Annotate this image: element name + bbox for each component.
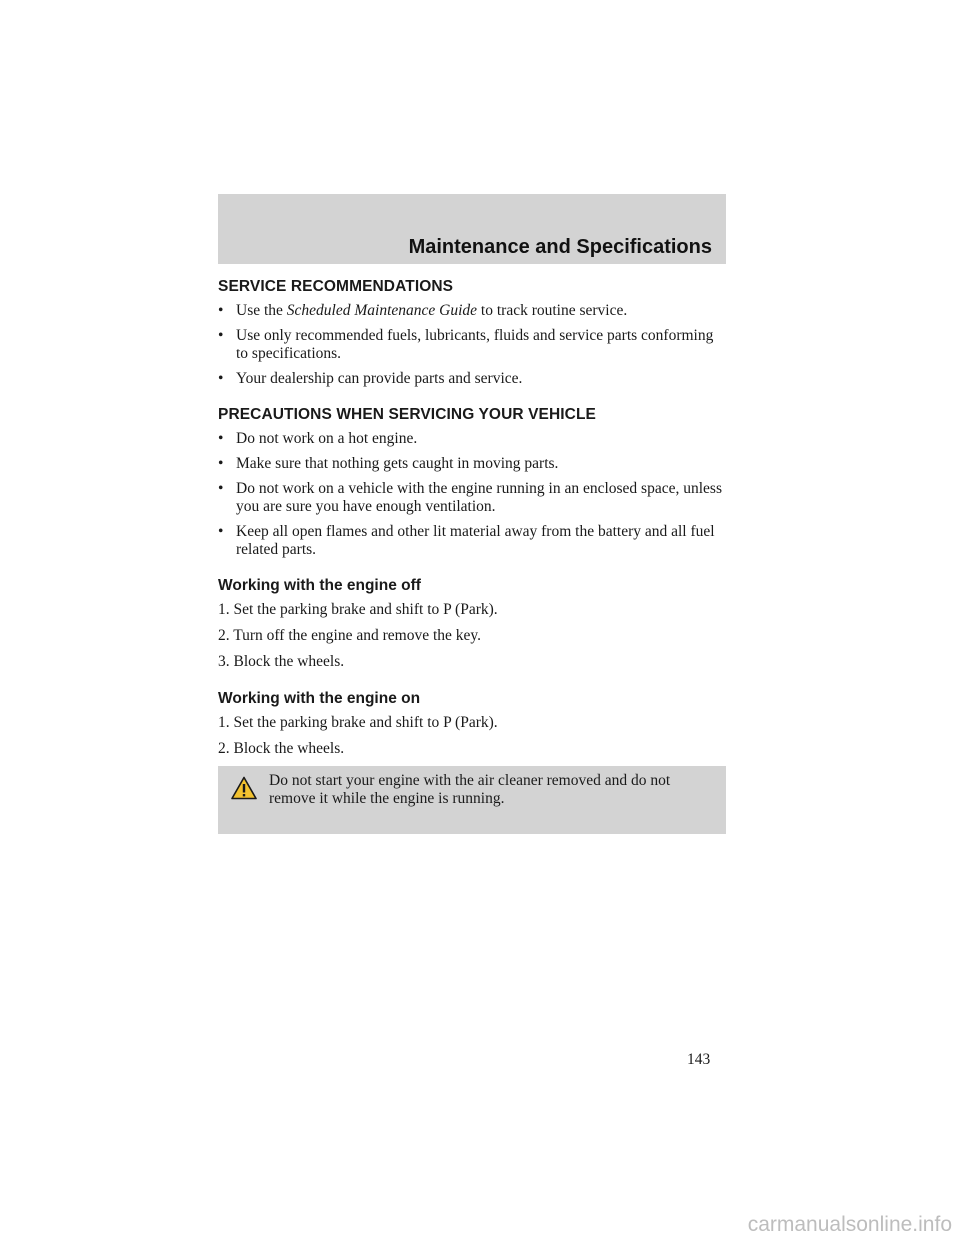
- list-item-text: Do not work on a hot engine.: [236, 430, 418, 447]
- list-item: [218, 523, 726, 559]
- list-item-text: to track routine service.: [477, 302, 628, 319]
- list-item: [218, 327, 726, 363]
- bullet-icon: •: [218, 430, 224, 447]
- list-item-text: Make sure that nothing gets caught in moving parts.: [236, 455, 559, 472]
- list-item: [218, 480, 726, 516]
- list-item: [218, 455, 726, 473]
- list-item: [218, 430, 726, 448]
- list-item: [218, 302, 726, 320]
- heading-precautions: PRECAUTIONS WHEN SERVICING YOUR VEHICLE: [218, 406, 596, 423]
- warning-triangle-icon: [231, 776, 257, 805]
- section-header-band: [218, 194, 726, 264]
- page-number: 143: [687, 1051, 711, 1068]
- warning-text: Do not start your engine with the air cleaner removed and do not remove it while the engine is running.: [269, 772, 671, 807]
- watermark-url: carmanualsonline.info: [747, 1213, 952, 1236]
- step-text: 3. Block the wheels.: [218, 653, 345, 670]
- bullet-icon: •: [218, 455, 224, 472]
- list-item-text: Use the: [236, 302, 287, 319]
- maintenance-guide-title: Scheduled Maintenance Guide: [286, 302, 478, 319]
- list-item: [218, 370, 726, 388]
- bullet-icon: •: [218, 302, 224, 319]
- list-item-text: Use only recommended fuels, lubricants, fluids and service parts conforming to specifications.: [236, 327, 714, 362]
- list-item-text: Your dealership can provide parts and service.: [236, 370, 523, 387]
- step-text: 2. Block the wheels.: [218, 740, 345, 757]
- list-item-text: Do not work on a vehicle with the engine running in an enclosed space, unless you are sure you have enough ventilation.: [236, 480, 722, 515]
- list-item-text: Keep all open flames and other lit material away from the battery and all fuel related parts.: [236, 523, 715, 558]
- section-title: Maintenance and Specifications: [408, 236, 712, 258]
- step-text: 1. Set the parking brake and shift to P (Park).: [218, 714, 498, 731]
- heading-engine-on: Working with the engine on: [218, 690, 421, 707]
- step-text: 1. Set the parking brake and shift to P (Park).: [218, 601, 498, 618]
- bullet-icon: •: [218, 523, 224, 540]
- step-text: 2. Turn off the engine and remove the key.: [218, 627, 482, 644]
- bullet-icon: •: [218, 327, 224, 344]
- heading-engine-off: Working with the engine off: [218, 577, 421, 594]
- warning-box: [218, 766, 726, 834]
- bullet-icon: •: [218, 370, 224, 387]
- page-content: [218, 278, 726, 834]
- service-recommendations-list: [218, 302, 726, 388]
- precautions-list: [218, 430, 726, 559]
- heading-service-recommendations: SERVICE RECOMMENDATIONS: [218, 278, 454, 295]
- bullet-icon: •: [218, 480, 224, 497]
